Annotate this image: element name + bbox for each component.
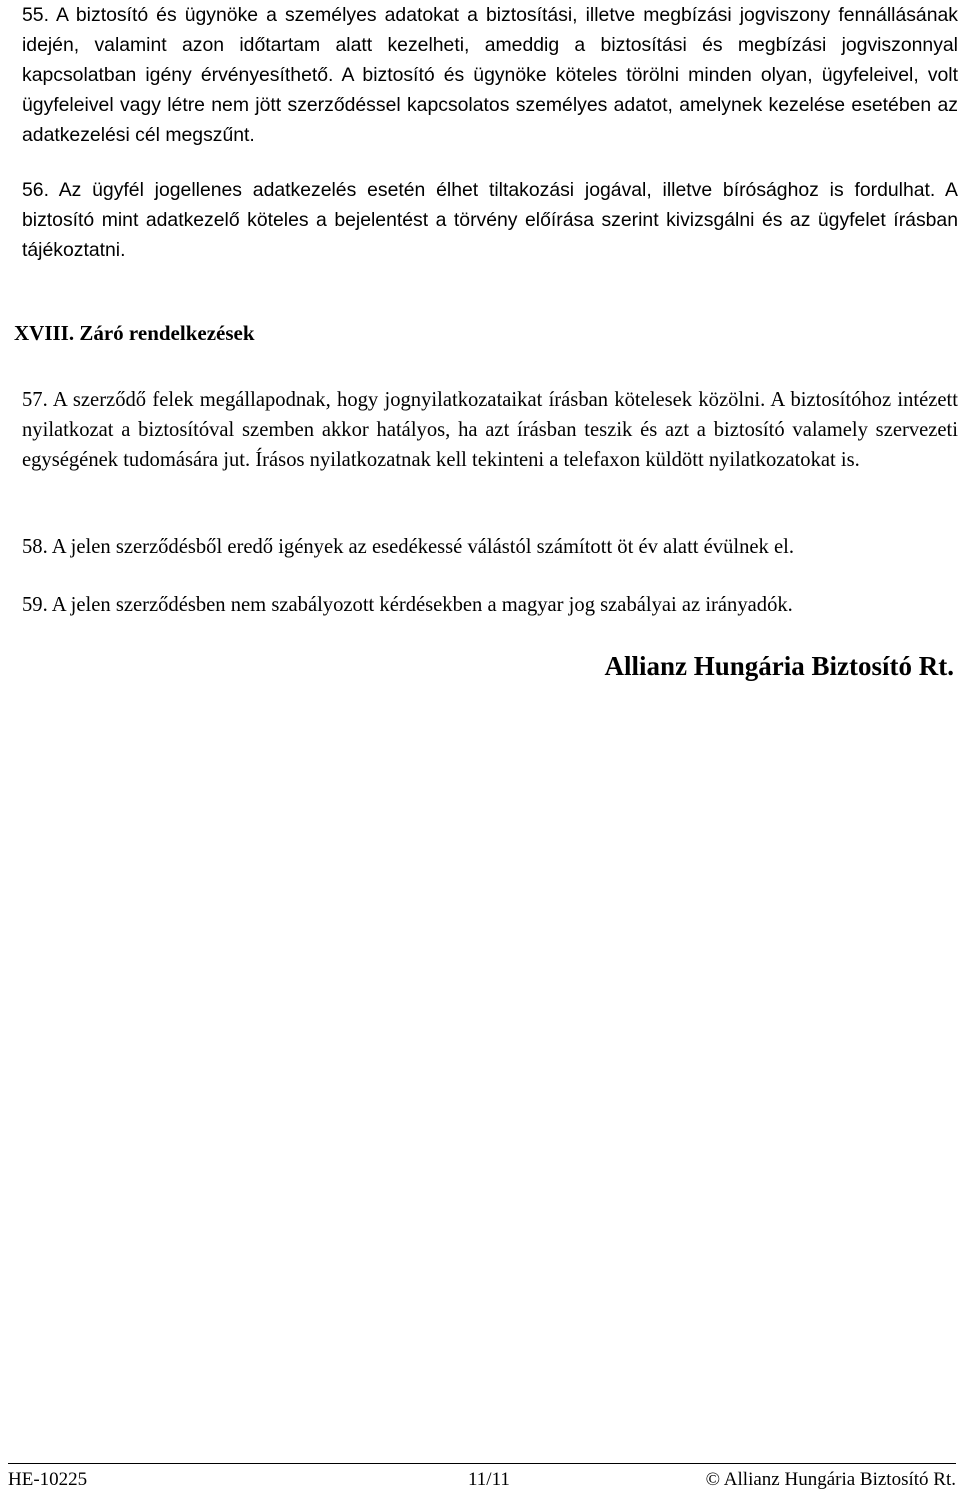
paragraph-56 xyxy=(22,175,958,265)
paragraph-text: A jelen szerződésből eredő igények az esedékessé válástól számított öt év alatt évülnek el. xyxy=(51,536,795,558)
paragraph-number: 57. xyxy=(22,389,48,411)
paragraph-text: A biztosító és ügynöke a személyes adatokat a biztosítási, illetve megbízási jogviszony fennállásának idején, valamint azon időtartam alatt kezelheti, ameddig a biztosítási és megbízási jogviszonnyal kapcsolatban igény érvényesíthető. A biztosító és ügynöke köteles törölni minden olyan, ügyfeleivel, volt ügyfeleivel vagy létre nem jött szerződéssel kapcsolatos személyes adatot, amelynek kezelése esetében az adatkezelési cél megszűnt. xyxy=(22,4,958,146)
paragraph-57 xyxy=(22,385,958,475)
paragraph-55 xyxy=(22,0,958,150)
paragraph-text: A szerződő felek megállapodnak, hogy jognyilatkozataikat írásban kötelesek közölni. A biztosítóhoz intézett nyilatkozat a biztosítóval szemben akkor hatályos, ha azt írásban teszik és azt a biztosító valamely szervezeti egységének tudomására jut. Írásos nyilatkozatnak kell tekinteni a telefaxon küldött nyilatkozatokat is. xyxy=(22,389,958,471)
paragraph-text: Az ügyfél jogellenes adatkezelés esetén élhet tiltakozási jogával, illetve bírósághoz is fordulhat. A biztosító mint adatkezelő köteles a bejelentést a törvény előírása szerint kivizsgálni és az ügyfelet írásban tájékoztatni. xyxy=(22,179,958,261)
section-heading: XVIII. Záró rendelkezések xyxy=(14,321,255,345)
footer-page-number: 11/11 xyxy=(468,1469,510,1490)
paragraph-number: 58. xyxy=(22,536,48,558)
company-signature: Allianz Hungária Biztosító Rt. xyxy=(604,651,954,681)
paragraph-number: 55. xyxy=(22,4,49,26)
paragraph-number: 56. xyxy=(22,179,49,201)
footer-doc-code: HE-10225 xyxy=(8,1469,88,1490)
page-footer xyxy=(8,1468,956,1492)
paragraph-number: 59. xyxy=(22,594,48,616)
footer-copyright: © Allianz Hungária Biztosító Rt. xyxy=(705,1469,956,1490)
paragraph-59 xyxy=(22,590,958,620)
paragraph-text: A jelen szerződésben nem szabályozott kérdésekben a magyar jog szabályai az irányadók. xyxy=(51,594,793,616)
footer-divider xyxy=(8,1463,956,1464)
paragraph-58 xyxy=(22,532,958,562)
document-page xyxy=(14,0,958,1494)
